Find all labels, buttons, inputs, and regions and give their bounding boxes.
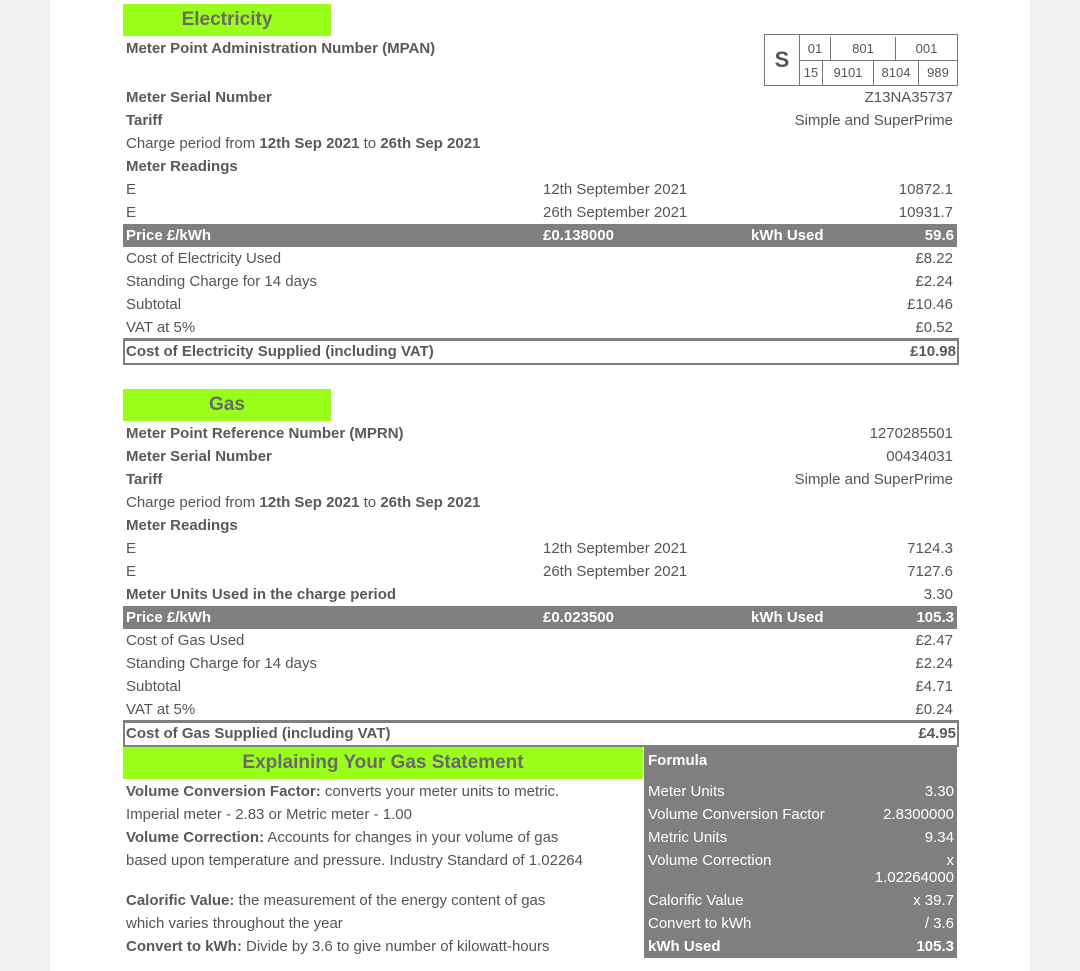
elec-total-box: [123, 338, 959, 365]
formula-vcf-value: 2.8300000: [883, 806, 954, 823]
gas-serial-label: Meter Serial Number: [126, 448, 272, 465]
elec-line-value-3: £10.46: [907, 296, 953, 313]
gas-reading-type-1: E: [126, 540, 137, 557]
elec-serial-value: Z13NA35737: [864, 89, 953, 106]
gas-price-label: Price £/kWh: [126, 609, 212, 626]
explain-cv-line2: which varies throughout the year: [126, 915, 343, 932]
formula-meter-units-label: Meter Units: [648, 783, 725, 800]
gas-reading-date-2: 26th September 2021: [543, 563, 688, 580]
gas-line-value-1: £2.47: [915, 632, 953, 649]
mpan-bottom-2: 9101: [823, 61, 874, 85]
explain-ck: Convert to kWh: Divide by 3.6 to give number of kilowatt-hours: [126, 938, 550, 955]
mpan-label: Meter Point Administration Number (MPAN): [126, 40, 436, 57]
gas-reading-type-2: E: [126, 563, 137, 580]
elec-reading-value-1: 10872.1: [898, 181, 953, 198]
mpan-top-2: 801: [831, 37, 896, 61]
formula-title: Formula: [648, 752, 708, 769]
gas-line-value-3: £4.71: [915, 678, 953, 695]
gas-tariff-value: Simple and SuperPrime: [794, 471, 953, 488]
elec-reading-type-2: E: [126, 204, 137, 221]
elec-price-label: Price £/kWh: [126, 227, 212, 244]
gas-line-label-4: VAT at 5%: [126, 701, 196, 718]
gas-line-label-1: Cost of Gas Used: [126, 632, 245, 649]
mprn-label: Meter Point Reference Number (MPRN): [126, 425, 404, 442]
formula-vc-value: 1.02264000: [874, 869, 954, 886]
formula-meter-units-value: 3.30: [924, 783, 954, 800]
elec-price-value: £0.138000: [543, 227, 614, 244]
gas-units-label: Meter Units Used in the charge period: [126, 586, 397, 603]
gas-total-value: £4.95: [918, 725, 956, 742]
formula-ck-label: Convert to kWh: [648, 915, 752, 932]
gas-line-value-2: £2.24: [915, 655, 953, 672]
explain-header: Explaining Your Gas Statement: [123, 747, 643, 779]
elec-charge-period: Charge period from 12th Sep 2021 to 26th Sep 2021: [126, 135, 481, 152]
elec-kwh-label: kWh Used: [751, 227, 824, 244]
gas-kwh-value: 105.3: [916, 609, 954, 626]
elec-tariff-value: Simple and SuperPrime: [794, 112, 953, 129]
gas-line-value-4: £0.24: [915, 701, 953, 718]
gas-total-box: [123, 720, 959, 747]
elec-charge-to: 26th Sep 2021: [380, 135, 481, 152]
formula-metric-value: 9.34: [924, 829, 954, 846]
mpan-top-1: 01: [800, 37, 831, 61]
gas-kwh-label: kWh Used: [751, 609, 824, 626]
formula-kwh-value: 105.3: [916, 938, 954, 955]
gas-reading-date-1: 12th September 2021: [543, 540, 688, 557]
gas-reading-value-1: 7124.3: [907, 540, 953, 557]
elec-reading-date-2: 26th September 2021: [543, 204, 688, 221]
gas-price-value: £0.023500: [543, 609, 614, 626]
gas-readings-label: Meter Readings: [126, 517, 238, 534]
elec-total-value: £10.98: [910, 343, 956, 360]
gas-total-label: Cost of Gas Supplied (including VAT): [126, 725, 391, 742]
formula-panel: [644, 747, 957, 958]
mpan-top-3: 001: [915, 41, 938, 56]
gas-charge-period: Charge period from 12th Sep 2021 to 26th Sep 2021: [126, 494, 481, 511]
gas-tariff-label: Tariff: [126, 471, 163, 488]
elec-price-bar: [123, 224, 957, 247]
formula-cv-label: Calorific Value: [648, 892, 744, 909]
formula-vc-label: Volume Correction: [648, 852, 772, 869]
elec-line-label-3: Subtotal: [126, 296, 182, 313]
explain-vc-line2: based upon temperature and pressure. Industry Standard of 1.02264: [126, 852, 583, 869]
formula-metric-label: Metric Units: [648, 829, 728, 846]
explain-cv-title: Calorific Value:: [126, 892, 235, 909]
elec-line-value-1: £8.22: [915, 250, 953, 267]
explain-vcf-line2: Imperial meter - 2.83 or Metric meter - 1.00: [126, 806, 412, 823]
elec-line-label-1: Cost of Electricity Used: [126, 250, 282, 267]
formula-cv-value: x 39.7: [913, 892, 954, 909]
electricity-header: Electricity: [123, 4, 331, 36]
elec-total-label: Cost of Electricity Supplied (including VAT): [126, 343, 434, 360]
gas-line-label-3: Subtotal: [126, 678, 182, 695]
gas-header: Gas: [123, 389, 331, 421]
gas-units-value: 3.30: [923, 586, 953, 603]
gas-line-label-2: Standing Charge for 14 days: [126, 655, 317, 672]
mpan-bottom-3: 8104: [874, 61, 919, 85]
elec-line-value-2: £2.24: [915, 273, 953, 290]
explain-cv: Calorific Value: the measurement of the energy content of gas: [126, 892, 546, 909]
gas-reading-value-2: 7127.6: [907, 563, 953, 580]
gas-price-bar: [123, 606, 957, 629]
elec-tariff-label: Tariff: [126, 112, 163, 129]
gas-charge-from: 12th Sep 2021: [259, 494, 360, 511]
elec-line-value-4: £0.52: [915, 319, 953, 336]
gas-serial-value: 00434031: [886, 448, 953, 465]
formula-kwh-label: kWh Used: [648, 938, 721, 955]
explain-vcf-title: Volume Conversion Factor:: [126, 783, 321, 800]
elec-reading-value-2: 10931.7: [898, 204, 953, 221]
gas-charge-to: 26th Sep 2021: [380, 494, 481, 511]
elec-line-label-4: VAT at 5%: [126, 319, 196, 336]
mprn-value: 1270285501: [869, 425, 953, 442]
elec-charge-from: 12th Sep 2021: [259, 135, 360, 152]
mpan-box: [764, 34, 958, 86]
formula-ck-value: / 3.6: [924, 915, 954, 932]
mpan-prefix: S: [765, 35, 800, 85]
explain-vcf: Volume Conversion Factor: converts your meter units to metric.: [126, 783, 560, 800]
elec-reading-type-1: E: [126, 181, 137, 198]
elec-reading-date-1: 12th September 2021: [543, 181, 688, 198]
formula-vc-op: x: [946, 852, 954, 869]
elec-readings-label: Meter Readings: [126, 158, 238, 175]
formula-vcf-label: Volume Conversion Factor: [648, 806, 825, 823]
mpan-bottom-1: 15: [800, 61, 823, 85]
mpan-bottom-4: 989: [927, 65, 949, 80]
explain-vc-title: Volume Correction:: [126, 829, 265, 846]
elec-kwh-value: 59.6: [924, 227, 954, 244]
elec-line-label-2: Standing Charge for 14 days: [126, 273, 317, 290]
explain-ck-title: Convert to kWh:: [126, 938, 242, 955]
elec-serial-label: Meter Serial Number: [126, 89, 272, 106]
explain-vc: Volume Correction: Accounts for changes in your volume of gas: [126, 829, 559, 846]
